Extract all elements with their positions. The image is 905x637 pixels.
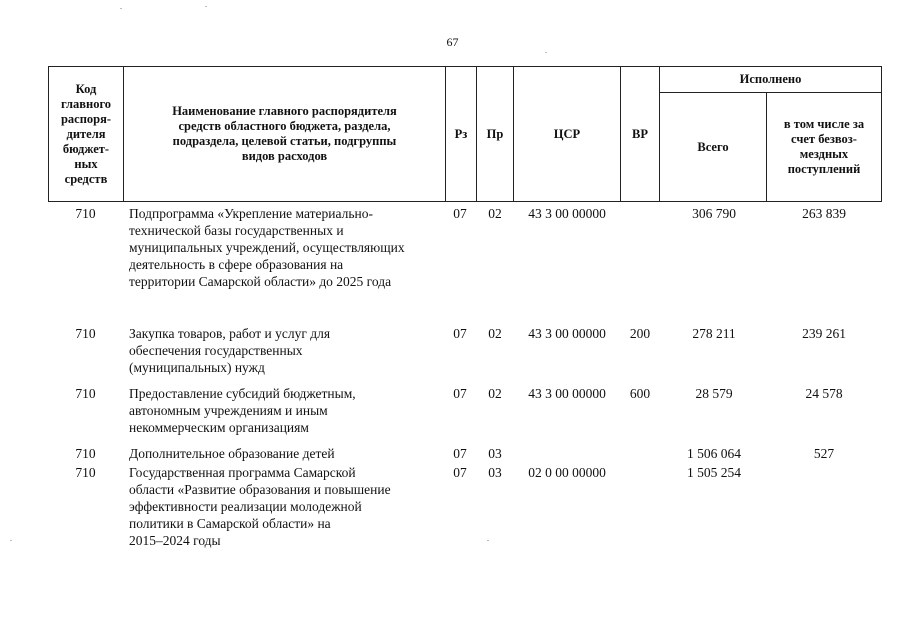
header-incl-line: мездных (799, 147, 849, 161)
cell-pr: 02 (488, 326, 502, 341)
header-code-line: ных (74, 156, 98, 171)
cell-name-line: Предоставление субсидий бюджетным, (129, 386, 356, 401)
header-pr: Пр (476, 66, 514, 202)
cell-name (129, 464, 441, 549)
header-incl-line: в том числе за (783, 117, 865, 131)
cell-pr: 02 (488, 206, 502, 221)
cell-total: 306 790 (692, 206, 736, 221)
cell-name-line: муниципальных учреждений, осуществляющих (129, 240, 405, 255)
cell-name (129, 385, 441, 436)
header-code-line: средств (64, 171, 108, 186)
cell-incl: 239 261 (802, 326, 846, 341)
cell-total: 28 579 (695, 386, 733, 401)
header-total: Всего (659, 92, 767, 202)
cell-name-line: обеспечения государственных (129, 343, 303, 358)
cell-name-line: некоммерческим организациям (129, 420, 309, 435)
cell-name-line: эффективности реализации молодежной (129, 499, 362, 514)
cell-name-line: технической базы государственных и (129, 223, 344, 238)
cell-vr: 600 (629, 386, 651, 401)
scan-speck (205, 6, 207, 7)
cell-code: 710 (75, 326, 96, 341)
cell-code: 710 (75, 206, 96, 221)
header-executed: Исполнено (659, 66, 882, 93)
cell-incl: 263 839 (802, 206, 846, 221)
cell-name-line: 2015–2024 годы (129, 533, 221, 548)
page-number: 67 (446, 35, 459, 49)
table-header (48, 66, 882, 202)
cell-rz: 07 (453, 386, 467, 401)
cell-vr: 200 (629, 326, 651, 341)
header-csr: ЦСР (513, 66, 621, 202)
cell-rz: 07 (453, 465, 467, 480)
header-code-line: распоря- (60, 111, 112, 126)
cell-name-line: автономным учреждениям и иным (129, 403, 328, 418)
cell-name-line: Подпрограмма «Укрепление материально- (129, 206, 373, 221)
header-code (48, 66, 124, 202)
scan-speck (487, 540, 489, 541)
cell-total: 1 506 064 (687, 446, 741, 461)
scan-speck (120, 8, 122, 9)
cell-pr: 02 (488, 386, 502, 401)
header-code-line: главного (60, 96, 112, 111)
cell-name (129, 445, 441, 462)
cell-total: 1 505 254 (687, 465, 741, 480)
cell-name-line: политики в Самарской области» на (129, 516, 331, 531)
cell-csr: 43 3 00 00000 (528, 326, 606, 341)
header-incl-line: поступлений (787, 162, 861, 176)
cell-incl: 527 (813, 446, 835, 461)
cell-code: 710 (75, 446, 96, 461)
header-vr: ВР (620, 66, 660, 202)
header-incl (766, 92, 882, 202)
cell-total: 278 211 (692, 326, 736, 341)
cell-code: 710 (75, 465, 96, 480)
cell-incl: 24 578 (805, 386, 843, 401)
cell-name (129, 205, 441, 290)
cell-name-line: Дополнительное образование детей (129, 446, 335, 461)
header-incl-line: счет безвоз- (791, 132, 857, 146)
header-name-line: средств областного бюджета, раздела, (178, 119, 391, 133)
cell-pr: 03 (488, 465, 502, 480)
header-name-line: подраздела, целевой статьи, подгруппы (172, 134, 397, 148)
cell-name-line: области «Развитие образования и повышение (129, 482, 391, 497)
cell-csr: 43 3 00 00000 (528, 386, 606, 401)
cell-pr: 03 (488, 446, 502, 461)
cell-name-line: Государственная программа Самарской (129, 465, 356, 480)
cell-csr: 02 0 00 00000 (528, 465, 606, 480)
cell-rz: 07 (453, 446, 467, 461)
cell-csr: 43 3 00 00000 (528, 206, 606, 221)
header-code-line: дителя (66, 126, 106, 141)
cell-code: 710 (75, 386, 96, 401)
header-code-line: Код (75, 81, 97, 96)
cell-rz: 07 (453, 206, 467, 221)
scan-speck (10, 540, 12, 541)
cell-name (129, 325, 441, 376)
cell-name-line: территории Самарской области» до 2025 года (129, 274, 392, 289)
header-code-line: бюджет- (62, 141, 110, 156)
cell-rz: 07 (453, 326, 467, 341)
header-name-line: Наименование главного распорядителя (172, 104, 397, 118)
scan-speck (545, 52, 547, 53)
header-name-line: видов расходов (241, 149, 328, 163)
cell-name-line: (муниципальных) нужд (129, 360, 265, 375)
cell-name-line: деятельность в сфере образования на (129, 257, 344, 272)
header-name (123, 66, 446, 202)
header-rz: Рз (445, 66, 477, 202)
cell-name-line: Закупка товаров, работ и услуг для (129, 326, 331, 341)
